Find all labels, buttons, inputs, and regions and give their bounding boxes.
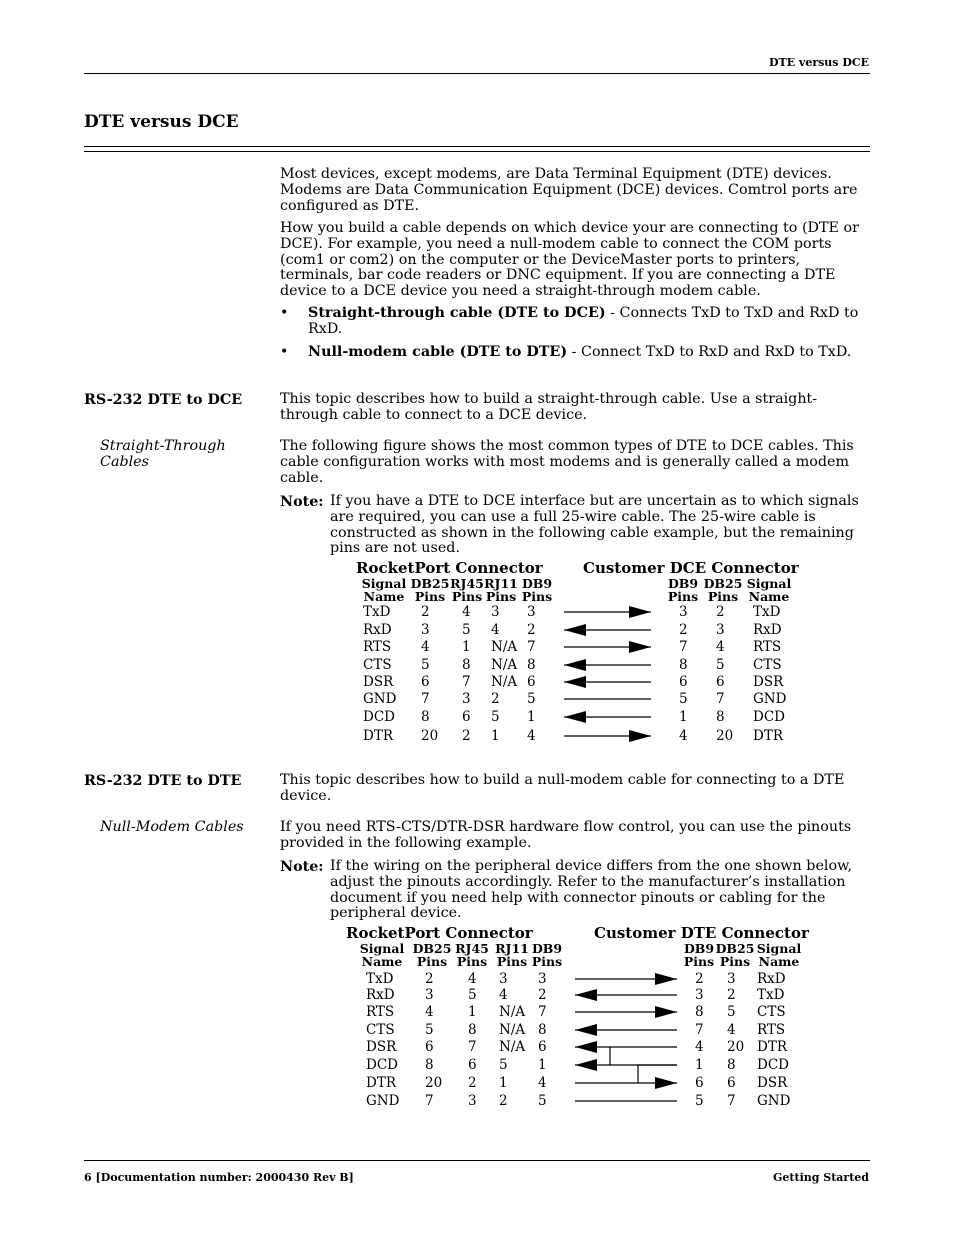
- pin-cell: 3: [491, 604, 500, 620]
- pin-cell: 20: [716, 728, 734, 744]
- column-header: Pins: [667, 589, 699, 604]
- pin-cell: 7: [538, 1004, 547, 1020]
- pin-cell: GND: [366, 1093, 400, 1109]
- pin-cell: DSR: [366, 1039, 397, 1055]
- dte-note-label: Note:: [280, 859, 324, 875]
- pin-cell: 8: [716, 709, 725, 725]
- pin-cell: 3: [468, 1093, 477, 1109]
- bullet-mark: •: [280, 344, 289, 360]
- footer-rule: [84, 1160, 870, 1161]
- pin-cell: 2: [425, 971, 434, 987]
- pin-cell: 8: [527, 657, 536, 673]
- bullet-text: Null-modem cable (DTE to DTE) - Connect TxD to RxD and RxD to TxD.: [308, 344, 852, 360]
- pin-cell: 7: [421, 691, 430, 707]
- subheading-straight-through: Straight-Through Cables: [100, 438, 226, 470]
- pin-cell: 4: [527, 728, 536, 744]
- left-connector-title: RocketPort Connector: [356, 559, 543, 577]
- pin-cell: 20: [727, 1039, 745, 1055]
- pin-cell: 7: [527, 639, 536, 655]
- pin-cell: 1: [499, 1075, 508, 1091]
- column-header: RJ45: [450, 576, 484, 591]
- intro-paragraph-1: Most devices, except modems, are Data Terminal Equipment (DTE) devices. Modems are Data Communication Equipment (DCE) devices. Comtrol ports are configured as DTE.: [280, 166, 858, 214]
- column-header: Pins: [496, 954, 528, 969]
- right-connector-title: Customer DTE Connector: [594, 924, 809, 942]
- column-header: Pins: [456, 954, 488, 969]
- pin-cell: 3: [527, 604, 536, 620]
- pin-cell: 2: [499, 1093, 508, 1109]
- pin-cell: 4: [499, 987, 508, 1003]
- column-header: Pins: [485, 589, 517, 604]
- pin-cell: DCD: [366, 1057, 398, 1073]
- pin-cell: RxD: [363, 622, 392, 638]
- pin-cell: N/A: [491, 639, 518, 655]
- pin-cell: 6: [425, 1039, 434, 1055]
- pin-cell: GND: [753, 691, 787, 707]
- column-header: Pins: [531, 954, 563, 969]
- pin-cell: 6: [716, 674, 725, 690]
- pin-cell: 2: [679, 622, 688, 638]
- pin-cell: RxD: [757, 971, 786, 987]
- pin-cell: 20: [425, 1075, 443, 1091]
- dce-paragraph-1: This topic describes how to build a straight-through cable. Use a straight-through cable to connect to a DCE device.: [280, 391, 818, 423]
- pin-cell: 7: [425, 1093, 434, 1109]
- pin-cell: DCD: [363, 709, 395, 725]
- pin-cell: 4: [421, 639, 430, 655]
- pin-cell: 7: [727, 1093, 736, 1109]
- pin-cell: 2: [538, 987, 547, 1003]
- pin-cell: 6: [462, 709, 471, 725]
- pin-cell: 5: [727, 1004, 736, 1020]
- column-header: DB25: [412, 941, 452, 956]
- pin-cell: 3: [499, 971, 508, 987]
- pin-cell: TxD: [366, 971, 394, 987]
- pin-cell: 7: [716, 691, 725, 707]
- pin-cell: 7: [679, 639, 688, 655]
- arrow-head: [655, 1006, 677, 1018]
- column-header: Pins: [416, 954, 448, 969]
- pin-cell: 8: [462, 657, 471, 673]
- pin-cell: 5: [462, 622, 471, 638]
- dte-paragraph-2: If you need RTS-CTS/DTR-DSR hardware flow control, you can use the pinouts provided in the following example.: [280, 819, 852, 851]
- dte-paragraph-1: This topic describes how to build a null-modem cable for connecting to a DTE device.: [280, 772, 845, 804]
- pin-cell: 8: [727, 1057, 736, 1073]
- pin-cell: 4: [462, 604, 471, 620]
- pin-cell: 4: [679, 728, 688, 744]
- pin-cell: TxD: [363, 604, 391, 620]
- pin-cell: 5: [695, 1093, 704, 1109]
- pin-cell: N/A: [499, 1039, 526, 1055]
- pin-cell: GND: [363, 691, 397, 707]
- pin-cell: 5: [527, 691, 536, 707]
- pin-cell: 2: [491, 691, 500, 707]
- pin-cell: TxD: [753, 604, 781, 620]
- pin-cell: RTS: [753, 639, 782, 655]
- pin-cell: DTR: [757, 1039, 787, 1055]
- column-header: Signal: [756, 941, 802, 956]
- arrow-head: [655, 1077, 677, 1089]
- column-header: Pins: [683, 954, 715, 969]
- pin-cell: DSR: [753, 674, 784, 690]
- column-header: Name: [748, 589, 790, 604]
- column-header: RJ45: [455, 941, 489, 956]
- pin-cell: 3: [727, 971, 736, 987]
- pin-cell: 2: [462, 728, 471, 744]
- intro-paragraph-2: How you build a cable depends on which device your are connecting to (DTE or DCE). For example, you need a null-modem cable to connect the COM ports (com1 or com2) on the computer or the DeviceMaster ports to printers, terminals, bar code readers or DNC equipment. If you are connecting a DTE device to a DCE device you need a straight-through modem cable.: [280, 220, 859, 300]
- pin-cell: 4: [695, 1039, 704, 1055]
- pin-cell: 6: [527, 674, 536, 690]
- pin-cell: 8: [425, 1057, 434, 1073]
- pin-cell: N/A: [491, 657, 518, 673]
- pin-cell: 2: [716, 604, 725, 620]
- pin-cell: 1: [468, 1004, 477, 1020]
- pin-cell: 5: [499, 1057, 508, 1073]
- arrow-head: [575, 1041, 597, 1053]
- pin-cell: 6: [468, 1057, 477, 1073]
- pin-cell: 1: [491, 728, 500, 744]
- pin-cell: 5: [468, 987, 477, 1003]
- pin-cell: N/A: [491, 674, 518, 690]
- pin-cell: 20: [421, 728, 439, 744]
- pin-cell: 4: [425, 1004, 434, 1020]
- pin-cell: 5: [491, 709, 500, 725]
- column-header: DB25: [703, 576, 743, 591]
- column-header: Pins: [414, 589, 446, 604]
- pin-cell: 3: [538, 971, 547, 987]
- pin-cell: TxD: [757, 987, 785, 1003]
- column-header: RJ11: [495, 941, 529, 956]
- pin-cell: 5: [421, 657, 430, 673]
- dce-paragraph-2: The following figure shows the most common types of DTE to DCE cables. This cable configuration works with most modems and is generally called a modem cable.: [280, 438, 854, 486]
- arrow-head: [655, 973, 677, 985]
- pin-cell: 4: [491, 622, 500, 638]
- pin-cell: 4: [716, 639, 725, 655]
- pin-cell: CTS: [757, 1004, 786, 1020]
- pin-cell: 6: [695, 1075, 704, 1091]
- column-header: DB9: [683, 941, 715, 956]
- pin-cell: 5: [538, 1093, 547, 1109]
- pin-cell: 4: [727, 1022, 736, 1038]
- footer-chapter: Getting Started: [773, 1171, 869, 1184]
- pin-cell: DCD: [753, 709, 785, 725]
- column-header: Signal: [359, 941, 405, 956]
- pin-cell: 1: [527, 709, 536, 725]
- column-header: DB9: [521, 576, 553, 591]
- pin-cell: DTR: [363, 728, 393, 744]
- pin-cell: 2: [421, 604, 430, 620]
- pin-cell: 1: [695, 1057, 704, 1073]
- pin-cell: 4: [468, 971, 477, 987]
- left-connector-title: RocketPort Connector: [346, 924, 533, 942]
- subheading-null-modem: Null-Modem Cables: [100, 819, 244, 835]
- pin-cell: N/A: [499, 1022, 526, 1038]
- column-header: Signal: [746, 576, 792, 591]
- column-header: Name: [363, 589, 405, 604]
- bullet-mark: •: [280, 305, 289, 321]
- arrow-head: [575, 1059, 597, 1071]
- bullet-text: Straight-through cable (DTE to DCE) - Connects TxD to TxD and RxD to RxD.: [308, 305, 859, 337]
- pin-cell: N/A: [499, 1004, 526, 1020]
- pin-cell: 2: [727, 987, 736, 1003]
- pin-cell: CTS: [753, 657, 782, 673]
- column-header: Name: [361, 954, 403, 969]
- pin-cell: DSR: [363, 674, 394, 690]
- pin-cell: 8: [695, 1004, 704, 1020]
- dce-note-text: If you have a DTE to DCE interface but are uncertain as to which signals are required, you can use a full 25-wire cable. The 25-wire cable is constructed as shown in the following cable example, but the remaining pins are not used.: [330, 493, 859, 557]
- pin-cell: 6: [421, 674, 430, 690]
- column-header: Name: [758, 954, 800, 969]
- pin-cell: RxD: [753, 622, 782, 638]
- pin-cell: 6: [727, 1075, 736, 1091]
- column-header: DB9: [667, 576, 699, 591]
- pin-cell: DTR: [753, 728, 783, 744]
- pin-cell: 5: [679, 691, 688, 707]
- pin-cell: GND: [757, 1093, 791, 1109]
- column-header: DB9: [531, 941, 563, 956]
- pin-cell: 1: [462, 639, 471, 655]
- pin-cell: 1: [538, 1057, 547, 1073]
- pin-cell: 8: [679, 657, 688, 673]
- pin-cell: 7: [695, 1022, 704, 1038]
- arrow-head: [575, 1024, 597, 1036]
- running-header: DTE versus DCE: [768, 56, 869, 69]
- column-header: RJ11: [484, 576, 518, 591]
- pin-cell: 8: [468, 1022, 477, 1038]
- column-header: Pins: [451, 589, 483, 604]
- pin-cell: DCD: [757, 1057, 789, 1073]
- pin-cell: 7: [468, 1039, 477, 1055]
- dte-note-text: If the wiring on the peripheral device differs from the one shown below, adjust the pinouts accordingly. Refer to the manufacturer’s installation document if you need help with connector pinouts or cabling for the peripheral device.: [330, 858, 853, 922]
- pin-cell: 3: [695, 987, 704, 1003]
- pin-cell: 2: [527, 622, 536, 638]
- arrow-head: [575, 989, 597, 1001]
- pin-cell: 3: [716, 622, 725, 638]
- column-header: DB25: [410, 576, 450, 591]
- pin-cell: 8: [421, 709, 430, 725]
- pin-cell: 6: [538, 1039, 547, 1055]
- dce-note-label: Note:: [280, 494, 324, 510]
- pin-cell: 7: [462, 674, 471, 690]
- footer-doc-number: 6 [Documentation number: 2000430 Rev B]: [84, 1171, 354, 1184]
- pin-cell: 6: [679, 674, 688, 690]
- pin-cell: 1: [679, 709, 688, 725]
- right-connector-title: Customer DCE Connector: [583, 559, 799, 577]
- pin-cell: 8: [538, 1022, 547, 1038]
- pin-cell: CTS: [366, 1022, 395, 1038]
- column-header: DB25: [715, 941, 755, 956]
- pin-cell: RTS: [363, 639, 392, 655]
- section-title: DTE versus DCE: [84, 112, 239, 132]
- pin-cell: 5: [425, 1022, 434, 1038]
- column-header: Signal: [361, 576, 407, 591]
- column-header: Pins: [707, 589, 739, 604]
- pin-cell: CTS: [363, 657, 392, 673]
- pin-cell: 3: [679, 604, 688, 620]
- column-header: Pins: [521, 589, 553, 604]
- pin-cell: RTS: [757, 1022, 786, 1038]
- pin-cell: 3: [421, 622, 430, 638]
- pin-cell: 2: [695, 971, 704, 987]
- pin-cell: RTS: [366, 1004, 395, 1020]
- column-header: Pins: [719, 954, 751, 969]
- pin-cell: RxD: [366, 987, 395, 1003]
- pin-cell: DSR: [757, 1075, 788, 1091]
- pin-cell: 4: [538, 1075, 547, 1091]
- heading-dte-to-dce: RS-232 DTE to DCE: [84, 392, 243, 408]
- pin-cell: 3: [425, 987, 434, 1003]
- pin-cell: 2: [468, 1075, 477, 1091]
- pin-cell: 3: [462, 691, 471, 707]
- pin-cell: DTR: [366, 1075, 396, 1091]
- heading-dte-to-dte: RS-232 DTE to DTE: [84, 773, 242, 789]
- pin-cell: 5: [716, 657, 725, 673]
